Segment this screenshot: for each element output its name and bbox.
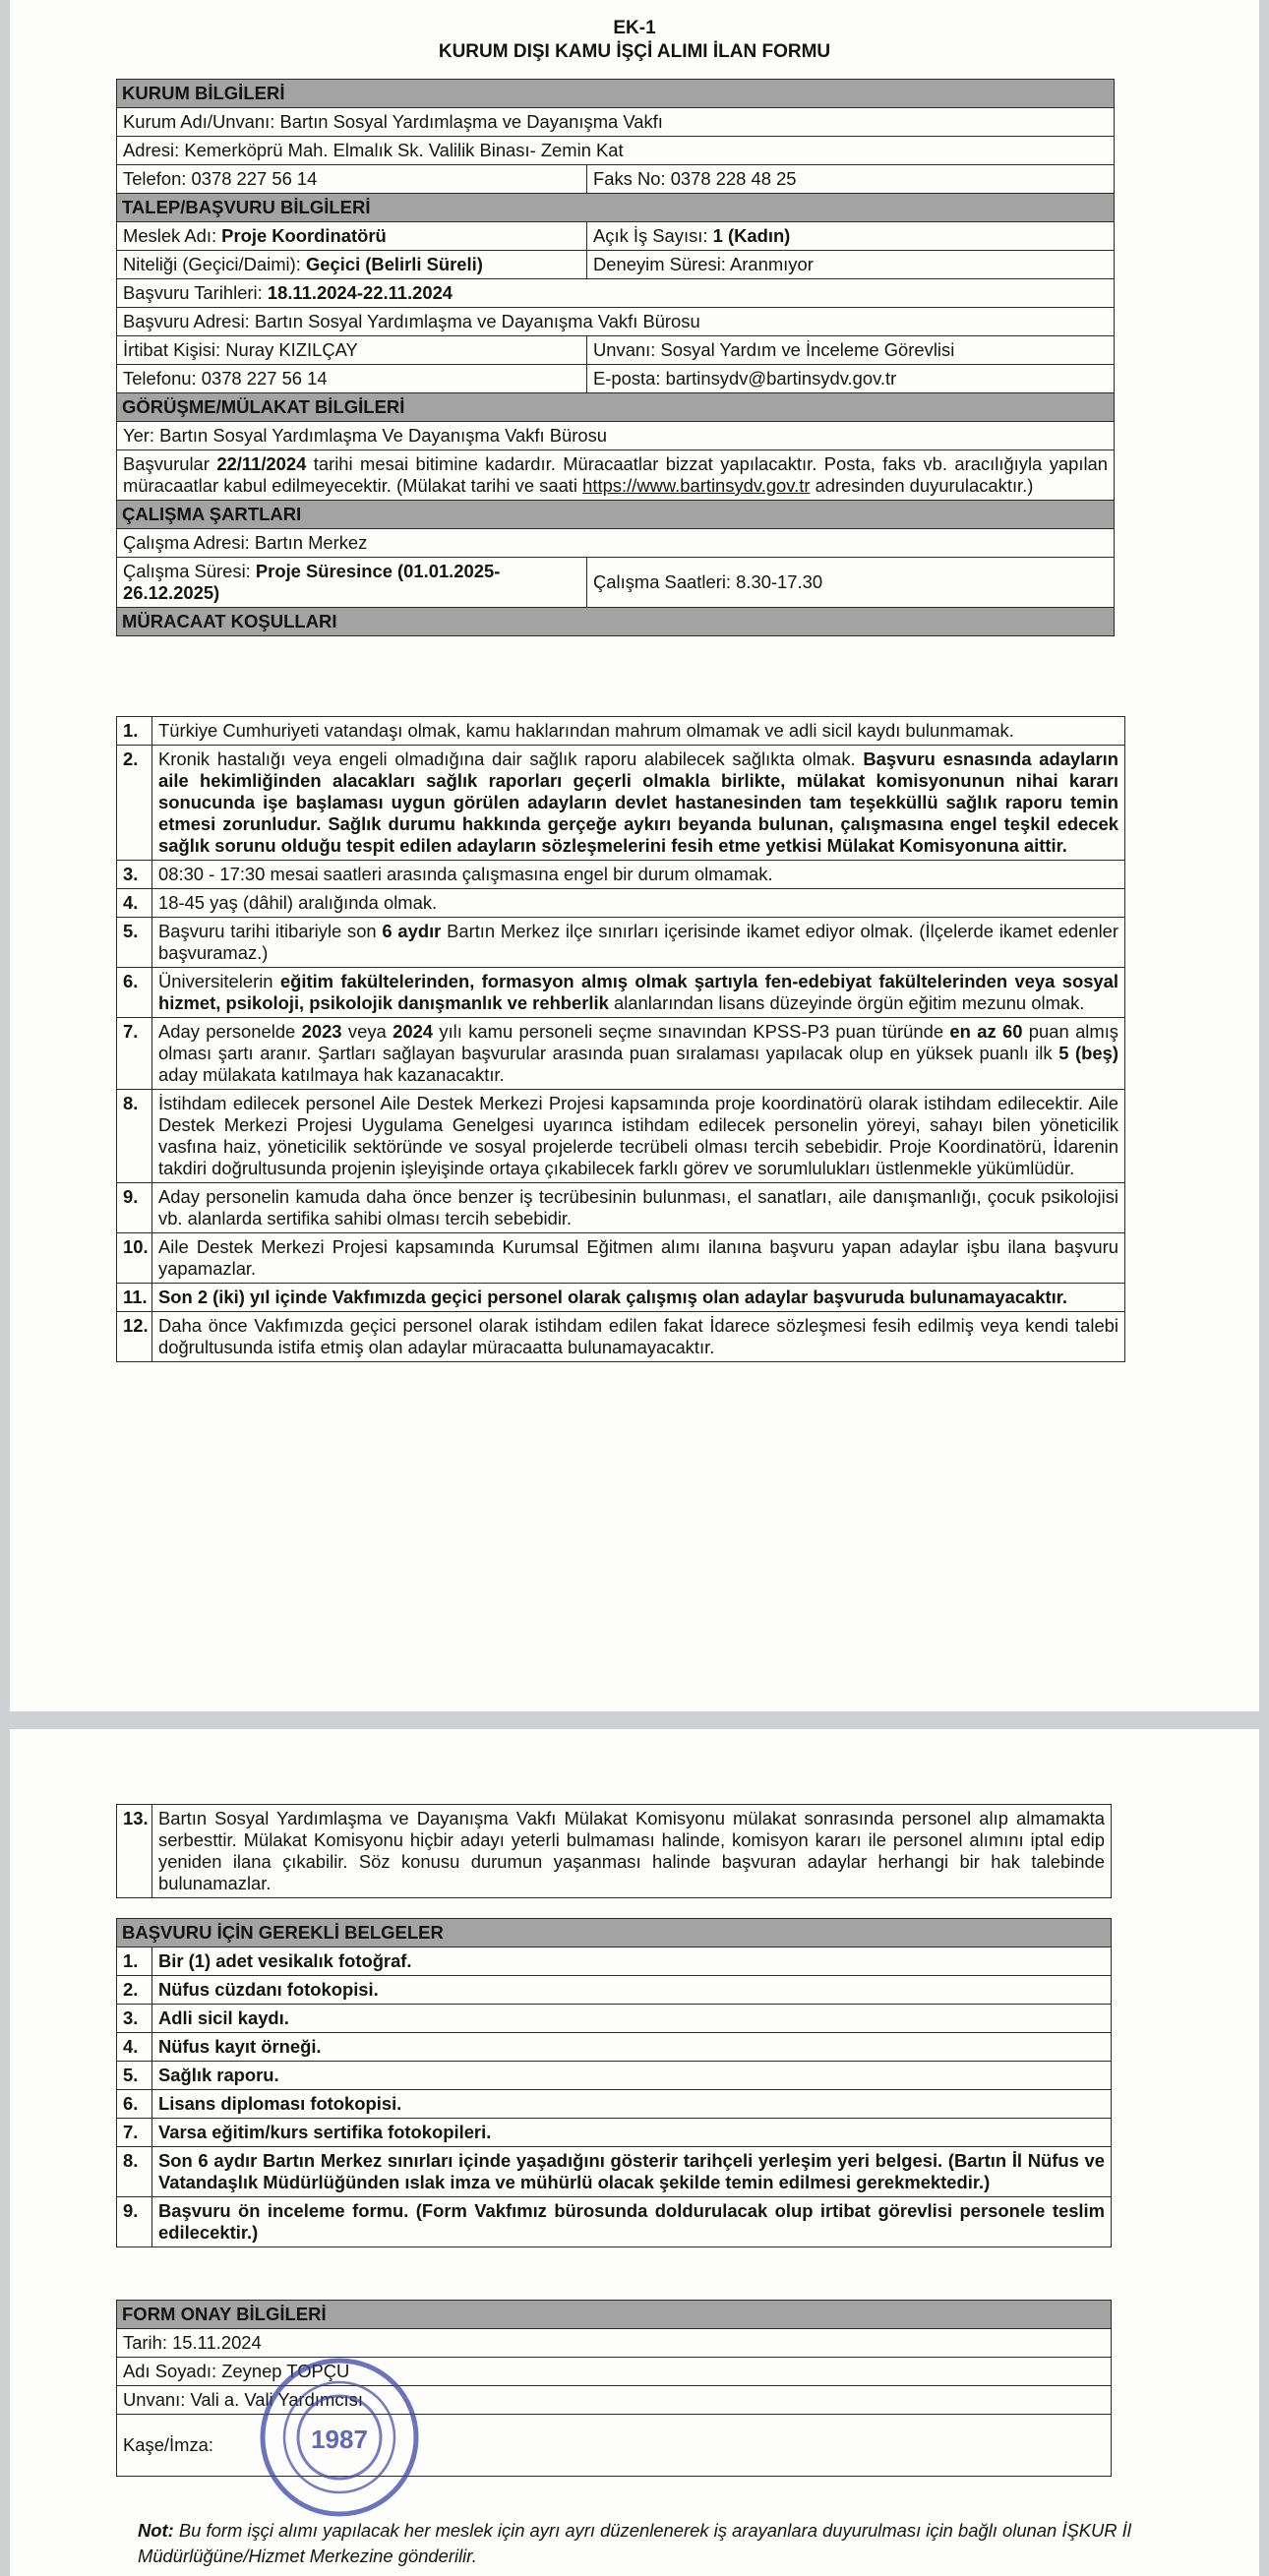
job-nature: Niteliği (Geçici/Daimi): Geçici (Belirli Süreli) bbox=[117, 251, 587, 279]
form-page-1 bbox=[10, 0, 1259, 1711]
document-row bbox=[117, 2062, 1112, 2090]
work-address: Çalışma Adresi: Bartın Merkez bbox=[117, 529, 1115, 558]
condition-row bbox=[117, 968, 1125, 1018]
document-number: 7. bbox=[117, 2119, 152, 2147]
form-page-2 bbox=[10, 1729, 1259, 2576]
document-row bbox=[117, 2119, 1112, 2147]
condition-text: 08:30 - 17:30 mesai saatleri arasında çalışmasına engel bir durum olmamak. bbox=[152, 861, 1125, 889]
job-title: Meslek Adı: Proje Koordinatörü bbox=[117, 222, 587, 251]
section-belgeler: BAŞVURU İÇİN GEREKLİ BELGELER bbox=[117, 1919, 1112, 1947]
document-row bbox=[117, 1976, 1112, 2005]
condition-text: Aday personelin kamuda daha önce benzer iş tecrübesinin bulunması, el sanatları, aile danışmanlığı, çocuk psikolojisi vb. alanlarda sertifika sahibi olması tercih sebebidir. bbox=[152, 1183, 1125, 1233]
condition-text: Bartın Sosyal Yardımlaşma ve Dayanışma Vakfı Mülakat Komisyonu mülakat sonrasında personel alıp almamakta serbesttir. Mülakat Komisyonu hiçbir adayı yeterli bulmaması halinde, komisyon kararı ile personel alımını iptal edip yeniden ilana çıkabilir. Söz konusu durumun yaşanması halinde başvuran adaylar herhangi bir hak talebinde bulunamazlar. bbox=[152, 1805, 1112, 1898]
document-row bbox=[117, 1947, 1112, 1976]
document-text: Lisans diploması fotokopisi. bbox=[152, 2090, 1112, 2119]
footnote: Not: Bu form işçi alımı yapılacak her meslek için ayrı ayrı düzenlenerek iş arayanlara duyurulması için bağlı olunan İŞKUR İl Müdürlüğüne/Hizmet Merkezine gönderilir. bbox=[138, 2520, 1131, 2566]
condition-text: Son 2 (iki) yıl içinde Vakfımızda geçici personel olarak çalışmış olan adaylar başvuruda bulunamayacaktır. bbox=[152, 1284, 1125, 1312]
document-number: 4. bbox=[117, 2033, 152, 2062]
section-gorusme: GÖRÜŞME/MÜLAKAT BİLGİLERİ bbox=[117, 393, 1115, 422]
conditions-table-cont bbox=[116, 1804, 1112, 1898]
document-text: Adli sicil kaydı. bbox=[152, 2005, 1112, 2033]
interview-place: Yer: Bartın Sosyal Yardımlaşma Ve Dayanışma Vakfı Bürosu bbox=[117, 422, 1115, 450]
approval-date: Tarih: 15.11.2024 bbox=[117, 2329, 1112, 2358]
website-link[interactable]: https://www.bartinsydv.gov.tr bbox=[582, 475, 811, 496]
kurum-fax: Faks No: 0378 228 48 25 bbox=[587, 165, 1115, 194]
condition-number: 1. bbox=[117, 717, 152, 746]
kurum-name: Kurum Adı/Unvanı: Bartın Sosyal Yardımlaşma ve Dayanışma Vakfı bbox=[117, 108, 1115, 137]
form-title: KURUM DIŞI KAMU İŞÇİ ALIMI İLAN FORMU bbox=[438, 41, 831, 62]
condition-text: Başvuru tarihi itibariyle son 6 aydır Bartın Merkez ilçe sınırları içerisinde ikamet ediyor olmak. (İlçelerde ikamet edenler başvuramaz.) bbox=[152, 918, 1125, 968]
document-text: Başvuru ön inceleme formu. (Form Vakfımız bürosunda doldurulacak olup irtibat görevlisi personele teslim edilecektir.) bbox=[152, 2197, 1112, 2247]
condition-row bbox=[117, 1018, 1125, 1090]
condition-text: Aile Destek Merkezi Projesi kapsamında Kurumsal Eğitmen alımı ilanına başvuru yapan adaylar işbu ilana başvuru yapamazlar. bbox=[152, 1233, 1125, 1284]
document-number: 8. bbox=[117, 2147, 152, 2197]
kurum-address: Adresi: Kemerköprü Mah. Elmalık Sk. Valilik Binası- Zemin Kat bbox=[117, 137, 1115, 165]
document-text: Varsa eğitim/kurs sertifika fotokopileri. bbox=[152, 2119, 1112, 2147]
section-kosullar: MÜRACAAT KOŞULLARI bbox=[117, 608, 1115, 636]
condition-number: 10. bbox=[117, 1233, 152, 1284]
condition-number: 3. bbox=[117, 861, 152, 889]
conditions-table bbox=[116, 716, 1125, 1362]
condition-number: 13. bbox=[117, 1805, 152, 1898]
condition-row bbox=[117, 1183, 1125, 1233]
condition-row bbox=[117, 1284, 1125, 1312]
condition-text: Daha önce Vakfımızda geçici personel olarak istihdam edilen fakat İdarece sözleşmesi fesih edilmiş veya kendi talebi doğrultusunda istifa etmiş olan adaylar müracaatta bulunamayacaktır. bbox=[152, 1312, 1125, 1362]
kurum-phone: Telefon: 0378 227 56 14 bbox=[117, 165, 587, 194]
condition-number: 2. bbox=[117, 746, 152, 861]
condition-number: 5. bbox=[117, 918, 152, 968]
condition-text: Kronik hastalığı veya engeli olmadığına dair sağlık raporu alabilecek sağlıkta olmak. Başvuru esnasında adayların aile hekimliğinden alacakları sağlık raporları geçerli olmakla birlikte, mülakat komisyonunun nihai kararı sonucunda işe başlaması uygun görülen adayların devlet hastanesinden tam teşekküllü sağlık raporu temin etmesi zorunludur. Sağlık durumu hakkında gerçeğe aykırı beyanda bulunan, çalışmasına engel teşkil edecek sağlık sorunu olduğu tespit edilen adayların sözleşmelerini fesih etme yetkisi Mülakat Komisyonuna aittir. bbox=[152, 746, 1125, 861]
document-text: Son 6 aydır Bartın Merkez sınırları içinde yaşadığını gösterir tarihçeli yerleşim yeri belgesi. (Bartın İl Nüfus ve Vatandaşlık Müdürlüğünden ıslak imza ve mühürlü olacak şekilde temin edilmesi gerekmektedir.) bbox=[152, 2147, 1112, 2197]
document-number: 3. bbox=[117, 2005, 152, 2033]
condition-number: 6. bbox=[117, 968, 152, 1018]
condition-row bbox=[117, 1805, 1112, 1898]
section-onay: FORM ONAY BİLGİLERİ bbox=[117, 2301, 1112, 2329]
stamp-year: 1987 bbox=[311, 2425, 368, 2454]
condition-text: 18-45 yaş (dâhil) aralığında olmak. bbox=[152, 889, 1125, 918]
work-duration: Çalışma Süresi: Proje Süresince (01.01.2025-26.12.2025) bbox=[117, 558, 587, 608]
document-row bbox=[117, 2005, 1112, 2033]
condition-text: Türkiye Cumhuriyeti vatandaşı olmak, kamu haklarından mahrum olmamak ve adli sicil kaydı bulunmamak. bbox=[152, 717, 1125, 746]
document-number: 1. bbox=[117, 1947, 152, 1976]
contact-phone: Telefonu: 0378 227 56 14 bbox=[117, 365, 587, 393]
condition-number: 12. bbox=[117, 1312, 152, 1362]
condition-text: Aday personelde 2023 veya 2024 yılı kamu personeli seçme sınavından KPSS-P3 puan türünde en az 60 puan almış olması şartı aranır. Şartları sağlayan başvurular arasında puan sıralaması yapılacak olup en yüksek puanlı ilk 5 (beş) aday mülakata katılmaya hak kazanacaktır. bbox=[152, 1018, 1125, 1090]
section-kurum: KURUM BİLGİLERİ bbox=[117, 80, 1115, 108]
document-number: 5. bbox=[117, 2062, 152, 2090]
application-address: Başvuru Adresi: Bartın Sosyal Yardımlaşma ve Dayanışma Vakfı Bürosu bbox=[117, 308, 1115, 336]
condition-row bbox=[117, 1090, 1125, 1183]
condition-text: İstihdam edilecek personel Aile Destek Merkezi Projesi kapsamında proje koordinatörü olarak istihdam edilecektir. Aile Destek Merkezi Projesi Uygulama Genelgesi uyarınca istihdam edilecek personelin yöreyi, sahayı bilen yöneticilik vasfına haiz, yöneticilik sektöründe ve sosyal projelerde tecrübeli olması tercih sebebidir. Proje Koordinatörü, İdarenin takdiri doğrultusunda projenin işleyişinde ortaya çıkabilecek farklı görev ve sorumlulukları üstlenmekle yükümlüdür. bbox=[152, 1090, 1125, 1183]
document-row bbox=[117, 2033, 1112, 2062]
condition-row bbox=[117, 746, 1125, 861]
contact-title: Unvanı: Sosyal Yardım ve İnceleme Görevlisi bbox=[587, 336, 1115, 365]
condition-number: 4. bbox=[117, 889, 152, 918]
condition-row bbox=[117, 1312, 1125, 1362]
document-text: Nüfus cüzdanı fotokopisi. bbox=[152, 1976, 1112, 2005]
official-stamp bbox=[256, 2354, 423, 2521]
document-row bbox=[117, 2090, 1112, 2119]
condition-number: 11. bbox=[117, 1284, 152, 1312]
condition-row bbox=[117, 717, 1125, 746]
document-text: Nüfus kayıt örneği. bbox=[152, 2033, 1112, 2062]
section-talep: TALEP/BAŞVURU BİLGİLERİ bbox=[117, 194, 1115, 222]
approval-seal: Kaşe/İmza: bbox=[117, 2415, 1112, 2477]
condition-row bbox=[117, 1233, 1125, 1284]
work-hours: Çalışma Saatleri: 8.30-17.30 bbox=[587, 558, 1115, 608]
document-number: 6. bbox=[117, 2090, 152, 2119]
condition-row bbox=[117, 889, 1125, 918]
contact-person: İrtibat Kişisi: Nuray KIZILÇAY bbox=[117, 336, 587, 365]
document-row bbox=[117, 2197, 1112, 2247]
document-text: Bir (1) adet vesikalık fotoğraf. bbox=[152, 1947, 1112, 1976]
documents-table bbox=[116, 1918, 1112, 2247]
annex-label: EK-1 bbox=[613, 18, 656, 38]
condition-text: Üniversitelerin eğitim fakültelerinden, formasyon almış olmak şartıyla fen-edebiyat fakültelerinden veya sosyal hizmet, psikoloji, psikolojik danışmanlık ve rehberlik alanlarından lisans düzeyinde örgün eğitim mezunu olmak. bbox=[152, 968, 1125, 1018]
document-number: 9. bbox=[117, 2197, 152, 2247]
document-text: Sağlık raporu. bbox=[152, 2062, 1112, 2090]
form-table bbox=[116, 79, 1115, 636]
condition-number: 9. bbox=[117, 1183, 152, 1233]
document-row bbox=[117, 2147, 1112, 2197]
application-dates: Başvuru Tarihleri: 18.11.2024-22.11.2024 bbox=[117, 279, 1115, 308]
open-positions: Açık İş Sayısı: 1 (Kadın) bbox=[587, 222, 1115, 251]
interview-info: Başvurular 22/11/2024 tarihi mesai bitimine kadardır. Müracaatlar bizzat yapılacaktır. Posta, faks vb. aracılığıyla yapılan müracaatlar kabul edilmeyecektir. (Mülakat tarihi ve saati https://www.bartinsydv.gov.tr adresinden duyurulacaktır.) bbox=[117, 450, 1115, 501]
contact-email: E-posta: bartinsydv@bartinsydv.gov.tr bbox=[587, 365, 1115, 393]
approval-name: Adı Soyadı: Zeynep TOPÇU bbox=[117, 2358, 1112, 2386]
condition-row bbox=[117, 918, 1125, 968]
section-calisma: ÇALIŞMA ŞARTLARI bbox=[117, 501, 1115, 529]
condition-row bbox=[117, 861, 1125, 889]
approval-title: Unvanı: Vali a. Vali Yardımcısı bbox=[117, 2386, 1112, 2415]
document-number: 2. bbox=[117, 1976, 152, 2005]
condition-number: 7. bbox=[117, 1018, 152, 1090]
condition-number: 8. bbox=[117, 1090, 152, 1183]
experience: Deneyim Süresi: Aranmıyor bbox=[587, 251, 1115, 279]
